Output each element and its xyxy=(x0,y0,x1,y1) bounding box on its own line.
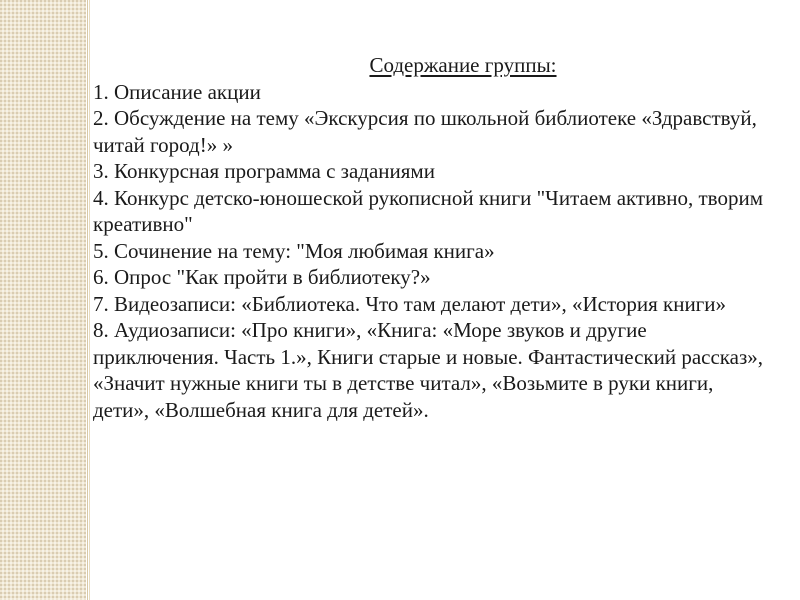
list-item-6: 6. Опрос "Как пройти в библиотеку?» xyxy=(93,265,431,289)
decorative-side-edge xyxy=(86,0,91,600)
list-item-8: 8. Аудиозаписи: «Про книги», «Книга: «Море звуков и другие приключения. Часть 1.», Книги старые и новые. Фантастический рассказ», «Значит нужные книги ты в детстве читал», «Возьмите в руки книги, дети», «Волшебная книга для детей». xyxy=(93,318,764,422)
list-item-4: 4. Конкурс детско-юношеской рукописной книги "Читаем активно, творим креативно" xyxy=(93,185,763,236)
list-item-2: 2. Обсуждение на тему «Экскурсия по школьной библиотеке «Здравствуй, читай город!» » xyxy=(93,106,757,157)
list-item-7: 7. Видеозаписи: «Библиотека. Что там делают дети», «История книги» xyxy=(93,291,727,316)
list-item-1: 1. Описание акции xyxy=(93,79,261,104)
decorative-side-band xyxy=(0,0,86,600)
list-item-5: 5. Сочинение на тему: "Моя любимая книга» xyxy=(93,238,495,263)
slide-content xyxy=(93,52,773,423)
list-item-3: 3. Конкурсная программа с заданиями xyxy=(93,159,435,183)
slide-title: Содержание группы: xyxy=(369,53,557,77)
